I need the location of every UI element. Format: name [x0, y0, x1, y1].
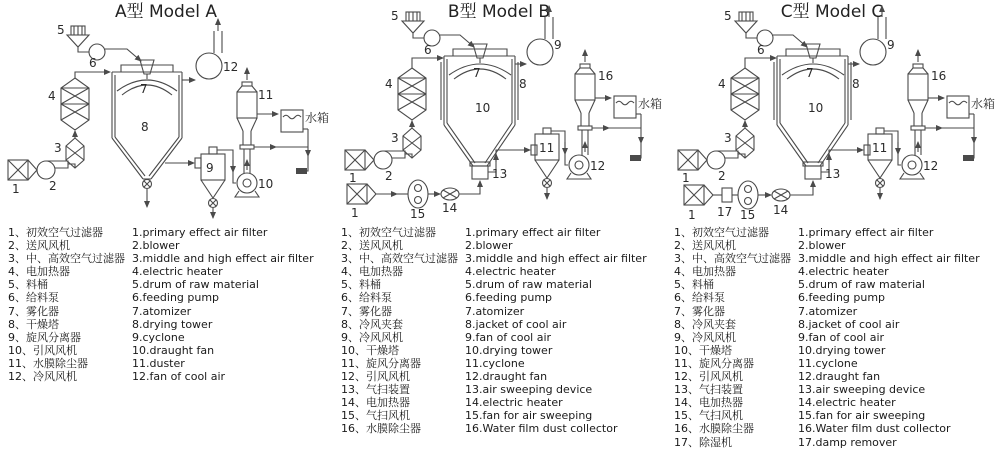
legend-item-cn: 11、旋风分离器 — [674, 356, 754, 370]
legend-item-en: 12.draught fan — [465, 370, 548, 384]
model-b-legend — [333, 224, 666, 436]
legend-item-cn: 9、冷风风机 — [674, 330, 736, 344]
legend-item-cn: 5、料桶 — [8, 278, 48, 292]
legend-item-en: 7.atomizer — [132, 304, 192, 318]
legend-item-en: 4.electric heater — [798, 265, 889, 279]
legend-item-cn: 12、引风风机 — [341, 370, 410, 384]
legend-item-en: 17.damp remover — [798, 435, 897, 449]
primary-air-filter — [345, 150, 374, 170]
legend-item-cn: 5、料桶 — [341, 278, 381, 292]
callout-13: 13 — [825, 167, 841, 181]
legend-item-en: 12.fan of cool air — [132, 370, 226, 384]
model-c-diagram — [666, 0, 999, 224]
callout-11: 11 — [872, 141, 888, 155]
callout-7: 7 — [473, 66, 481, 80]
legend-item-en: 3.middle and high effect air filter — [132, 252, 314, 266]
callout-9: 9 — [887, 38, 895, 52]
model-c-legend — [666, 224, 1000, 449]
raw-material-drum — [402, 12, 424, 33]
legend-item-en: 16.Water film dust collector — [798, 422, 951, 436]
model-b-title: B型 Model B — [447, 2, 551, 22]
model-a-legend-en — [132, 226, 331, 383]
legend-item-cn: 7、雾化器 — [8, 304, 59, 318]
callout-4: 4 — [718, 77, 726, 91]
callout-14: 14 — [773, 203, 789, 217]
model-b-section — [333, 0, 666, 456]
legend-item-en: 3.middle and high effect air filter — [798, 252, 980, 266]
legend-item-cn: 15、气扫风机 — [341, 409, 410, 423]
legend-item-cn: 15、气扫风机 — [674, 409, 743, 423]
legend-item-en: 7.atomizer — [798, 304, 858, 318]
legend-item-cn: 8、干燥塔 — [8, 317, 59, 331]
callout-10: 10 — [258, 177, 274, 191]
model-a-legend — [0, 224, 333, 383]
legend-item-cn: 3、中、高效空气过滤器 — [8, 252, 125, 266]
air-sweep-fan — [408, 180, 428, 208]
inline-electric-heater — [441, 188, 459, 200]
water-tank-label: 水箱 — [305, 111, 330, 125]
model-a-diagram — [0, 0, 333, 224]
callout-2: 2 — [718, 169, 726, 183]
callout-17: 17 — [717, 205, 733, 219]
callout-9: 9 — [206, 161, 214, 175]
callout-12: 12 — [590, 159, 606, 173]
callout-13: 13 — [492, 167, 508, 181]
legend-item-cn: 1、初效空气过滤器 — [674, 226, 769, 239]
raw-material-drum — [735, 12, 757, 33]
model-a-title: A型 Model A — [114, 2, 218, 22]
legend-item-cn: 2、送风风机 — [341, 239, 403, 253]
callout-15: 15 — [410, 207, 426, 221]
water-tank-label: 水箱 — [971, 97, 996, 111]
callout-labels — [349, 9, 662, 221]
legend-item-cn: 2、送风风机 — [674, 239, 736, 253]
legend-item-cn: 17、除湿机 — [674, 435, 732, 449]
legend-item-cn: 7、雾化器 — [341, 304, 392, 318]
callout-7: 7 — [806, 66, 814, 80]
draught-fan — [235, 173, 259, 197]
legend-item-cn: 12、引风风机 — [674, 370, 743, 384]
blower — [374, 151, 405, 169]
callout-1b: 1 — [351, 206, 359, 220]
water-film-duster — [575, 64, 595, 155]
legend-item-cn: 4、电加热器 — [341, 265, 403, 279]
callout-1: 1 — [682, 171, 690, 185]
legend-item-en: 14.electric heater — [465, 396, 563, 410]
model-a-legend-cn — [8, 226, 132, 383]
legend-item-en: 16.Water film dust collector — [465, 422, 618, 436]
legend-item-en: 2.blower — [798, 239, 846, 253]
legend-item-cn: 6、给料泵 — [674, 291, 725, 305]
callout-11: 11 — [539, 141, 555, 155]
callout-2: 2 — [49, 179, 57, 193]
callout-2: 2 — [385, 169, 393, 183]
legend-item-cn: 4、电加热器 — [674, 265, 736, 279]
legend-item-cn: 3、中、高效空气过滤器 — [341, 252, 458, 266]
legend-item-cn: 7、雾化器 — [674, 304, 725, 318]
legend-item-en: 5.drum of raw material — [132, 278, 259, 292]
model-b-legend-en — [465, 226, 664, 436]
model-a-section — [0, 0, 333, 456]
model-c-section — [666, 0, 1000, 456]
legend-item-en: 15.fan for air sweeping — [798, 409, 926, 423]
callout-4: 4 — [48, 89, 56, 103]
legend-item-en: 1.primary effect air filter — [465, 226, 601, 239]
electric-heater — [398, 68, 426, 120]
callout-5: 5 — [57, 23, 65, 37]
callout-5: 5 — [724, 9, 732, 23]
callout-6: 6 — [757, 43, 765, 57]
inline-electric-heater — [772, 189, 790, 201]
damp-remover — [722, 188, 732, 202]
legend-item-cn: 13、气扫装置 — [674, 383, 743, 397]
callout-6: 6 — [424, 43, 432, 57]
cool-air-fan — [860, 17, 886, 65]
callout-10: 10 — [808, 101, 824, 115]
callout-14: 14 — [442, 201, 458, 215]
legend-item-en: 11.cyclone — [465, 356, 525, 370]
legend-item-cn: 5、料桶 — [674, 278, 714, 292]
legend-item-cn: 13、气扫装置 — [341, 383, 410, 397]
model-c-legend-cn — [674, 226, 798, 449]
legend-item-cn: 4、电加热器 — [8, 265, 70, 279]
draught-fan — [900, 155, 924, 179]
callout-12: 12 — [223, 60, 239, 74]
callout-15: 15 — [740, 208, 756, 222]
legend-item-en: 11.cyclone — [798, 356, 858, 370]
legend-item-cn: 12、冷风风机 — [8, 370, 77, 384]
legend-item-en: 6.feeding pump — [132, 291, 220, 305]
legend-item-en: 5.drum of raw material — [798, 278, 925, 292]
callout-16: 16 — [931, 69, 947, 83]
callout-8: 8 — [852, 77, 860, 91]
callout-16: 16 — [598, 69, 614, 83]
draught-fan — [567, 155, 591, 179]
callout-3: 3 — [54, 141, 62, 155]
legend-item-en: 1.primary effect air filter — [798, 226, 934, 239]
blower — [707, 151, 738, 169]
legend-item-cn: 8、冷风夹套 — [341, 317, 403, 331]
legend-item-en: 9.fan of cool air — [798, 330, 885, 344]
callout-1: 1 — [12, 182, 20, 196]
legend-item-cn: 10、干燥塔 — [674, 343, 732, 357]
air-sweep-filter — [684, 185, 713, 205]
callout-labels — [682, 9, 995, 222]
callout-10: 10 — [475, 101, 491, 115]
water-film-duster — [908, 64, 928, 155]
legend-item-cn: 1、初效空气过滤器 — [8, 226, 103, 239]
cyclone — [195, 147, 225, 208]
callout-12: 12 — [923, 159, 939, 173]
legend-item-en: 2.blower — [465, 239, 513, 253]
legend-item-cn: 16、水膜除尘器 — [341, 422, 421, 436]
legend-item-cn: 8、冷风夹套 — [674, 317, 736, 331]
legend-item-en: 15.fan for air sweeping — [465, 409, 593, 423]
legend-item-en: 12.draught fan — [798, 370, 881, 384]
model-b-diagram — [333, 0, 666, 224]
legend-item-cn: 10、引风风机 — [8, 343, 77, 357]
legend-item-en: 10.draught fan — [132, 343, 215, 357]
legend-item-en: 1.primary effect air filter — [132, 226, 268, 239]
legend-item-en: 4.electric heater — [465, 265, 556, 279]
callout-1: 1 — [349, 171, 357, 185]
callout-3: 3 — [724, 131, 732, 145]
legend-item-cn: 6、给料泵 — [8, 291, 59, 305]
legend-item-cn: 6、给料泵 — [341, 291, 392, 305]
callout-1b: 1 — [688, 208, 696, 222]
legend-item-cn: 3、中、高效空气过滤器 — [674, 252, 791, 266]
legend-item-cn: 14、电加热器 — [674, 396, 743, 410]
water-tank-label: 水箱 — [638, 97, 663, 111]
legend-item-en: 8.jacket of cool air — [798, 317, 900, 331]
water-tank — [281, 110, 307, 174]
legend-item-en: 10.drying tower — [465, 343, 553, 357]
legend-item-en: 8.drying tower — [132, 317, 213, 331]
legend-item-en: 7.atomizer — [465, 304, 525, 318]
water-film-duster — [237, 82, 257, 173]
callout-3: 3 — [391, 131, 399, 145]
primary-air-filter — [678, 150, 707, 170]
legend-item-cn: 10、干燥塔 — [341, 343, 399, 357]
legend-item-cn: 14、电加热器 — [341, 396, 410, 410]
callout-4: 4 — [385, 77, 393, 91]
legend-item-en: 8.jacket of cool air — [465, 317, 567, 331]
legend-item-cn: 1、初效空气过滤器 — [341, 226, 436, 239]
legend-item-cn: 16、水膜除尘器 — [674, 422, 754, 436]
legend-item-cn: 9、旋风分离器 — [8, 330, 81, 344]
legend-item-cn: 2、送风风机 — [8, 239, 70, 253]
legend-item-cn: 11、水膜除尘器 — [8, 356, 88, 370]
legend-item-cn: 11、旋风分离器 — [341, 356, 421, 370]
callout-11: 11 — [258, 88, 274, 102]
legend-item-en: 11.duster — [132, 356, 185, 370]
legend-item-en: 13.air sweeping device — [798, 383, 926, 397]
legend-item-en: 2.blower — [132, 239, 180, 253]
legend-item-en: 5.drum of raw material — [465, 278, 592, 292]
cool-air-fan — [196, 31, 222, 79]
primary-air-filter — [8, 160, 37, 180]
legend-item-en: 9.fan of cool air — [465, 330, 552, 344]
model-c-title: C型 Model C — [780, 2, 884, 22]
legend-item-en: 14.electric heater — [798, 396, 896, 410]
raw-material-drum — [67, 26, 89, 47]
electric-heater — [731, 68, 759, 120]
legend-item-cn: 9、冷风风机 — [341, 330, 403, 344]
callout-5: 5 — [391, 9, 399, 23]
blower — [37, 161, 68, 179]
model-c-legend-en — [798, 226, 998, 449]
air-sweep-fan — [738, 181, 758, 209]
callout-9: 9 — [554, 38, 562, 52]
legend-item-en: 6.feeding pump — [798, 291, 886, 305]
legend-item-en: 6.feeding pump — [465, 291, 553, 305]
model-b-legend-cn — [341, 226, 465, 436]
legend-item-en: 10.drying tower — [798, 343, 886, 357]
cyclone — [864, 128, 892, 188]
legend-item-en: 13.air sweeping device — [465, 383, 593, 397]
cool-air-fan — [527, 17, 553, 65]
callout-6: 6 — [89, 56, 97, 70]
callout-8: 8 — [141, 120, 149, 134]
legend-item-en: 4.electric heater — [132, 265, 223, 279]
cyclone — [531, 128, 559, 188]
callout-7: 7 — [140, 82, 148, 96]
electric-heater — [61, 78, 89, 130]
legend-item-en: 9.cyclone — [132, 330, 185, 344]
callout-8: 8 — [519, 77, 527, 91]
legend-item-en: 3.middle and high effect air filter — [465, 252, 647, 266]
air-sweep-filter — [347, 184, 376, 204]
